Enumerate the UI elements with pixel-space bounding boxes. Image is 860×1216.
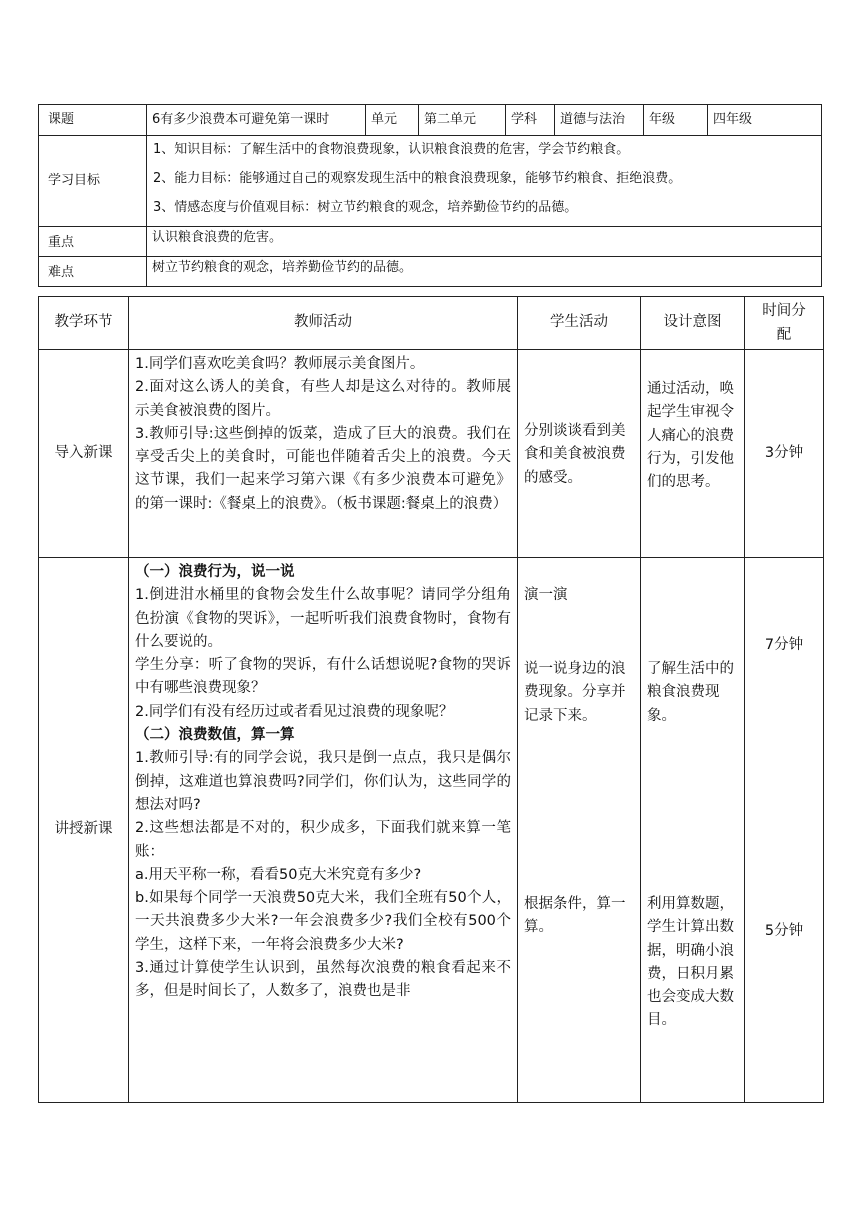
lecture-stage: 讲授新课 [39, 558, 129, 1103]
time-2: 5分钟 [764, 923, 804, 939]
student-act-share: 说一说身边的浪费现象。分享并记录下来。 [524, 661, 626, 724]
goal-knowledge: 1、知识目标：了解生活中的食物浪费现象，认识粮食浪费的危害，学会节约粮食。 [153, 142, 630, 157]
header-design: 设计意图 [641, 297, 745, 350]
intro-design [641, 350, 745, 558]
part2-line: b.如果每个同学一天浪费50克大米，我们全班有50个人，一天共浪费多少大米?一年会浪费多少?我们全校有500个学生，这样下来，一年将会浪费多少大米? [135, 890, 511, 953]
key-point-label: 重点 [39, 227, 147, 257]
intro-line: 3.教师引导:这些倒掉的饭菜，造成了巨大的浪费。我们在享受舌尖上的美食时，可能也伴随着舌尖上的浪费。今天这节课，我们一起来学习第六课《有多少浪费本可避免》的第一课时:《餐桌上的浪费》。（板书课题:餐桌上的浪费） [135, 425, 511, 512]
header-time: 时间分配 [745, 297, 824, 350]
teaching-plan-table [38, 296, 824, 1103]
part1-line: 2.同学们有没有经历过或者看见过浪费的现象呢？ [135, 703, 454, 720]
lesson-info-table [38, 104, 822, 287]
intro-student [518, 350, 641, 558]
intro-stage: 导入新课 [39, 350, 129, 558]
header-student: 学生活动 [518, 297, 641, 350]
part1-line: 学生分享：听了食物的哭诉，有什么话想说呢?食物的哭诉中有哪些浪费现象？ [135, 657, 511, 697]
unit-value: 第二单元 [419, 105, 506, 136]
difficulty-value: 树立节约粮食的观念，培养勤俭节约的品德。 [147, 257, 822, 287]
header-stage: 教学环节 [39, 297, 129, 350]
part2-line: 2.这些想法都是不对的，积少成多，下面我们就来算一笔账： [135, 820, 511, 860]
time-1: 7分钟 [764, 637, 804, 653]
intro-line: 1.同学们喜欢吃美食吗？教师展示美食图片。 [135, 356, 425, 372]
student-act-calc: 根据条件，算一算。 [524, 896, 626, 936]
part1-line: 1.倒进泔水桶里的食物会发生什么故事呢？请同学分组角色扮演《食物的哭诉》，一起听听我们浪费食物时，食物有什么要说的。 [135, 587, 511, 650]
intro-line: 2.面对这么诱人的美食，有些人却是这么对待的。教师展示美食被浪费的图片。 [135, 379, 511, 419]
difficulty-label: 难点 [39, 257, 147, 287]
student-act-perform: 演一演 [524, 587, 568, 603]
goal-ability: 2、能力目标：能够通过自己的观察发现生活中的粮食浪费现象，能够节约粮食、拒绝浪费。 [153, 171, 682, 186]
subject-label: 学科 [506, 105, 555, 136]
intro-student-text: 分别谈谈看到美食和美食被浪费的感受。 [524, 423, 626, 486]
subject-value: 道德与法治 [555, 105, 644, 136]
part2-line: 1.教师引导:有的同学会说，我只是倒一点点，我只是偶尔倒掉，这难道也算浪费吗?同学们，你们认为，这些同学的想法对吗? [135, 750, 511, 813]
lecture-teacher [129, 558, 518, 1103]
grade-label: 年级 [644, 105, 708, 136]
part2-line: 3.通过计算使学生认识到，虽然每次浪费的粮食看起来不多，但是时间长了，人数多了，浪费也是非 [135, 960, 511, 1000]
topic-value: 6有多少浪费本可避免第一课时 [147, 105, 366, 136]
design-intent-1: 了解生活中的粮食浪费现象。 [647, 661, 734, 724]
design-intent-2: 利用算数题，学生计算出数据，明确小浪费，日积月累也会变成大数目。 [647, 896, 734, 1029]
intro-time: 3分钟 [745, 350, 824, 558]
unit-label: 单元 [366, 105, 419, 136]
lecture-design [641, 558, 745, 1103]
header-teacher: 教师活动 [129, 297, 518, 350]
lecture-time [745, 558, 824, 1103]
intro-design-text: 通过活动，唤起学生审视令人痛心的浪费行为，引发他们的思考。 [647, 381, 734, 491]
topic-label: 课题 [39, 105, 147, 136]
goals-cell [147, 136, 822, 227]
key-point-value: 认识粮食浪费的危害。 [147, 227, 822, 257]
goals-label: 学习目标 [39, 136, 147, 227]
part1-title: （一）浪费行为，说一说 [135, 564, 295, 580]
goal-attitude: 3、情感态度与价值观目标：树立节约粮食的观念，培养勤俭节约的品德。 [153, 200, 578, 215]
grade-value: 四年级 [708, 105, 822, 136]
part2-line: a.用天平称一称，看看50克大米究竟有多少? [135, 866, 422, 883]
part2-title: （二）浪费数值，算一算 [135, 727, 295, 744]
intro-teacher [129, 350, 518, 558]
lecture-student [518, 558, 641, 1103]
